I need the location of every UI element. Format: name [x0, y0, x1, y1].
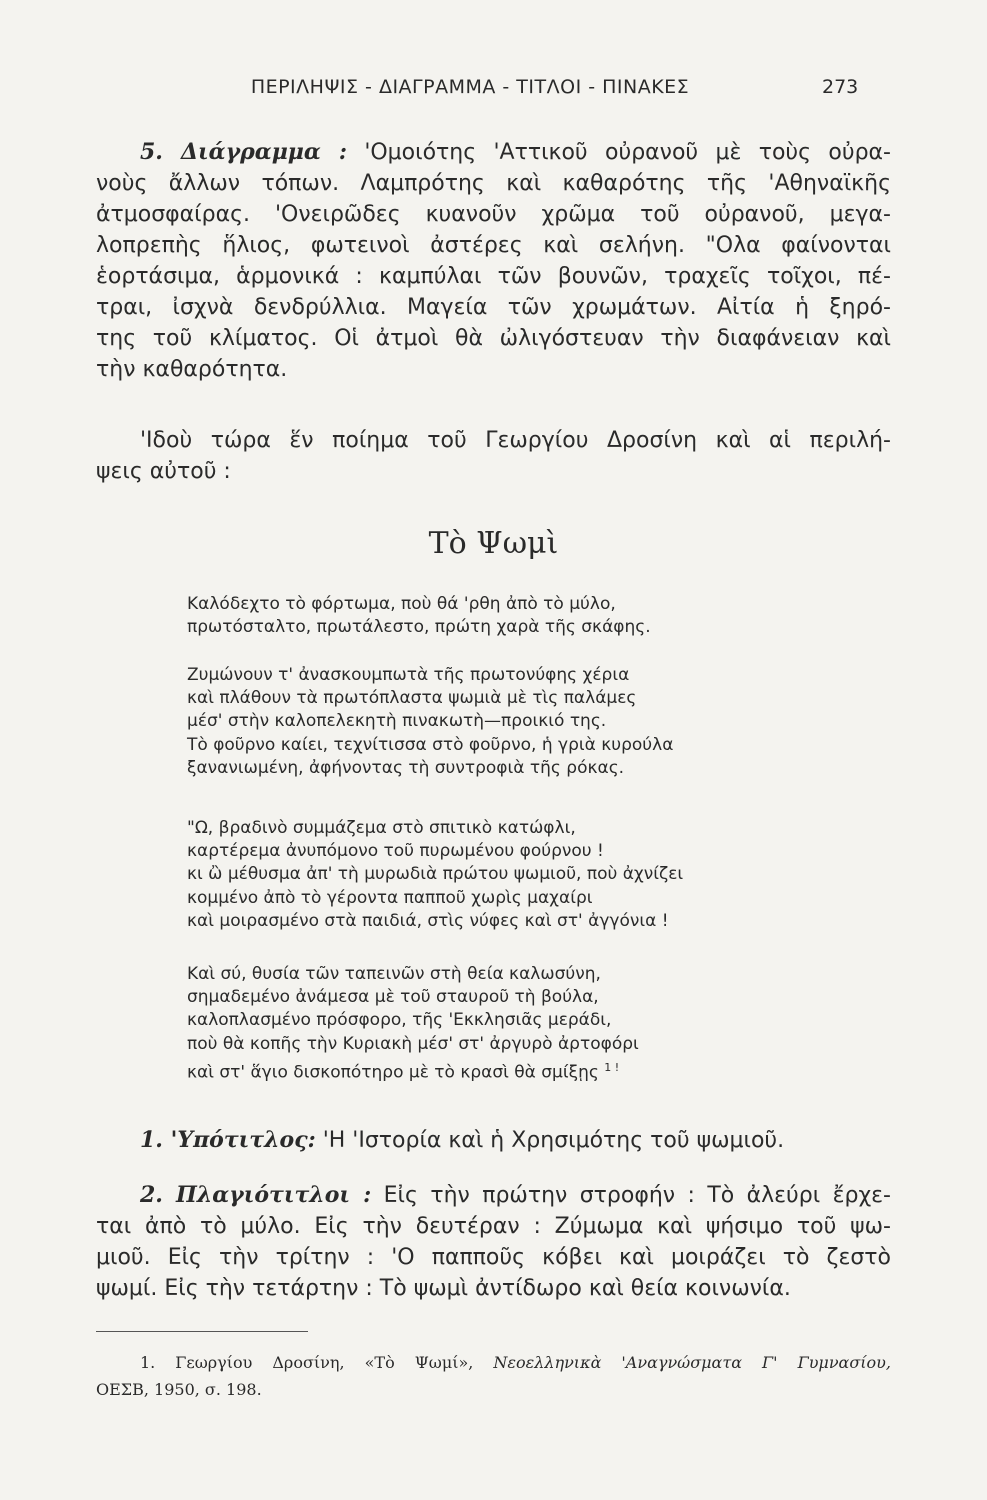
side-titles-paragraph	[96, 1180, 891, 1304]
poem-line: σημαδεμένο ἀνάμεσα μὲ τοῦ σταυροῦ τὴ βούλα,	[187, 987, 599, 1008]
poem-line: μέσ' στὴν καλοπελεκητὴ πινακωτὴ—προικιό της.	[187, 711, 607, 732]
footnote-book-title: Νεοελληνικὰ 'Αναγνώσματα Γ' Γυμνασίου,	[493, 1353, 891, 1372]
poem-line: καὶ μοιρασμένο στὰ παιδιά, στὶς νύφες καὶ στ' ἀγγόνια !	[187, 910, 669, 931]
footnote	[96, 1349, 891, 1403]
poem-line: "Ω, βραδινὸ συμμάζεμα στὸ σπιτικὸ κατώφλι,	[187, 818, 576, 838]
intro-paragraph	[96, 425, 891, 487]
poem-line: πρωτόσταλτο, πρωτάλεστο, πρώτη χαρὰ τῆς σκάφης.	[187, 617, 651, 638]
footnote-publisher: ΟΕΣΒ, 1950, σ. 198.	[96, 1380, 262, 1399]
poem-line: καὶ στ' ἅγιο δισκοπότηρο μὲ τὸ κρασὶ θὰ σμίξῃς	[187, 1062, 599, 1083]
subtitle-label: 1. 'Υπότιτλος:	[140, 1127, 316, 1153]
poem-stanza-1	[187, 593, 807, 639]
paragraph-line: τραι, ἰσχνὰ δενδρύλλια. Μαγεία τῶν χρωμάτων. Αἰτία ἡ ξηρό-	[96, 295, 891, 320]
paragraph-line: ται ἀπὸ τὸ μύλο. Εἰς τὴν δευτέραν : Ζύμωμα καὶ ψήσιμο τοῦ ψω-	[96, 1214, 891, 1239]
paragraph-line: ἑορτάσιμα, ἁρμονικά : καμπύλαι τῶν βουνῶν, τραχεῖς τοῖχοι, πέ-	[96, 264, 891, 289]
paragraph-line: ψωμί. Εἰς τὴν τετάρτην : Τὸ ψωμὶ ἀντίδωρο καὶ θεία κοινωνία.	[96, 1276, 791, 1301]
poem-stanza-3	[187, 817, 807, 933]
poem-line: κομμένο ἀπὸ τὸ γέροντα παπποῦ χωρὶς μαχαίρι	[187, 887, 593, 908]
section-5-paragraph	[96, 137, 891, 385]
paragraph-line: της τοῦ κλίματος. Οἱ ἀτμοὶ θὰ ὠλιγόστευαν τὴν διαφάνειαν καὶ	[96, 326, 891, 351]
poem-line: ξανανιωμένη, ἀφήνοντας τὴ συντροφιὰ τῆς ρόκας.	[187, 757, 625, 778]
poem-line: Τὸ φοῦρνο καίει, τεχνίτισσα στὸ φοῦρνο, ἡ γριὰ κυρούλα	[187, 734, 674, 755]
poem-line: ποὺ θὰ κοπῆς τὴν Κυριακὴ μέσ' στ' ἀργυρὸ ἀρτοφόρι	[187, 1033, 639, 1054]
footnote-divider	[96, 1331, 308, 1332]
footnote-citation: 1. Γεωργίου Δροσίνη, «Τὸ Ψωμί»,	[140, 1353, 474, 1372]
paragraph-line: νοὺς ἄλλων τόπων. Λαμπρότης καὶ καθαρότης τῆς 'Αθηναϊκῆς	[96, 171, 891, 196]
paragraph-line: 'Ιδοὺ τώρα ἕν ποίημα τοῦ Γεωργίου Δροσίνη καὶ αἱ περιλή-	[140, 428, 891, 453]
paragraph-line: 'Ομοιότης 'Αττικοῦ οὐρανοῦ μὲ τοὺς οὐρα-	[364, 140, 891, 165]
poem-line: καλοπλασμένο πρόσφορο, τῆς 'Εκκλησιᾶς μεράδι,	[187, 1010, 612, 1031]
page-number: 273	[822, 76, 859, 98]
poem-line: κι ὢ μέθυσμα ἀπ' τὴ μυρωδιὰ πρώτου ψωμιοῦ, ποὺ ἀχνίζει	[187, 864, 684, 885]
poem-line: καὶ πλάθουν τὰ πρωτόπλαστα ψωμιὰ μὲ τὶς παλάμες	[187, 688, 637, 709]
paragraph-line: Εἰς τὴν πρώτην στροφήν : Τὸ ἀλεύρι ἔρχε-	[383, 1183, 891, 1208]
poem-line: Καλόδεχτο τὸ φόρτωμα, ποὺ θά 'ρθη ἀπὸ τὸ μύλο,	[187, 594, 616, 614]
footnote-mark: 1 !	[604, 1060, 620, 1074]
poem-stanza-4	[187, 963, 807, 1085]
section-5-label: 5. Διάγραμμα :	[140, 139, 347, 165]
poem-line: Καὶ σύ, θυσία τῶν ταπεινῶν στὴ θεία καλωσύνη,	[187, 964, 601, 984]
subtitle-paragraph	[96, 1125, 891, 1156]
paragraph-line: μιοῦ. Εἰς τὴν τρίτην : 'Ο παπποῦς κόβει καὶ μοιράζει τὸ ζεστὸ	[96, 1245, 891, 1270]
poem-title: Τὸ Ψωμὶ	[428, 526, 559, 561]
header-title: ΠΕΡΙΛΗΨΙΣ - ΔΙΑΓΡΑΜΜΑ - ΤΙΤΛΟΙ - ΠΙΝΑΚΕΣ	[250, 76, 690, 98]
poem-stanza-2	[187, 664, 807, 780]
running-header	[0, 76, 987, 102]
subtitle-text: 'Η 'Ιστορία καὶ ἡ Χρησιμότης τοῦ ψωμιοῦ.	[322, 1128, 785, 1153]
poem-line: καρτέρεμα ἀνυπόμονο τοῦ πυρωμένου φούρνου !	[187, 841, 604, 862]
poem-line: Ζυμώνουν τ' ἀνασκουμπωτὰ τῆς πρωτονύφης χέρια	[187, 665, 630, 685]
paragraph-line: λοπρεπὴς ἥλιος, φωτεινοὶ ἀστέρες καὶ σελήνη. "Ολα φαίνονται	[96, 233, 891, 258]
paragraph-line: ψεις αὐτοῦ :	[96, 459, 231, 484]
side-titles-label: 2. Πλαγιότιτλοι :	[140, 1182, 372, 1208]
paragraph-line: τὴν καθαρότητα.	[96, 357, 288, 382]
paragraph-line: ἀτμοσφαίρας. 'Ονειρῶδες κυανοῦν χρῶμα τοῦ οὐρανοῦ, μεγα-	[96, 202, 891, 227]
